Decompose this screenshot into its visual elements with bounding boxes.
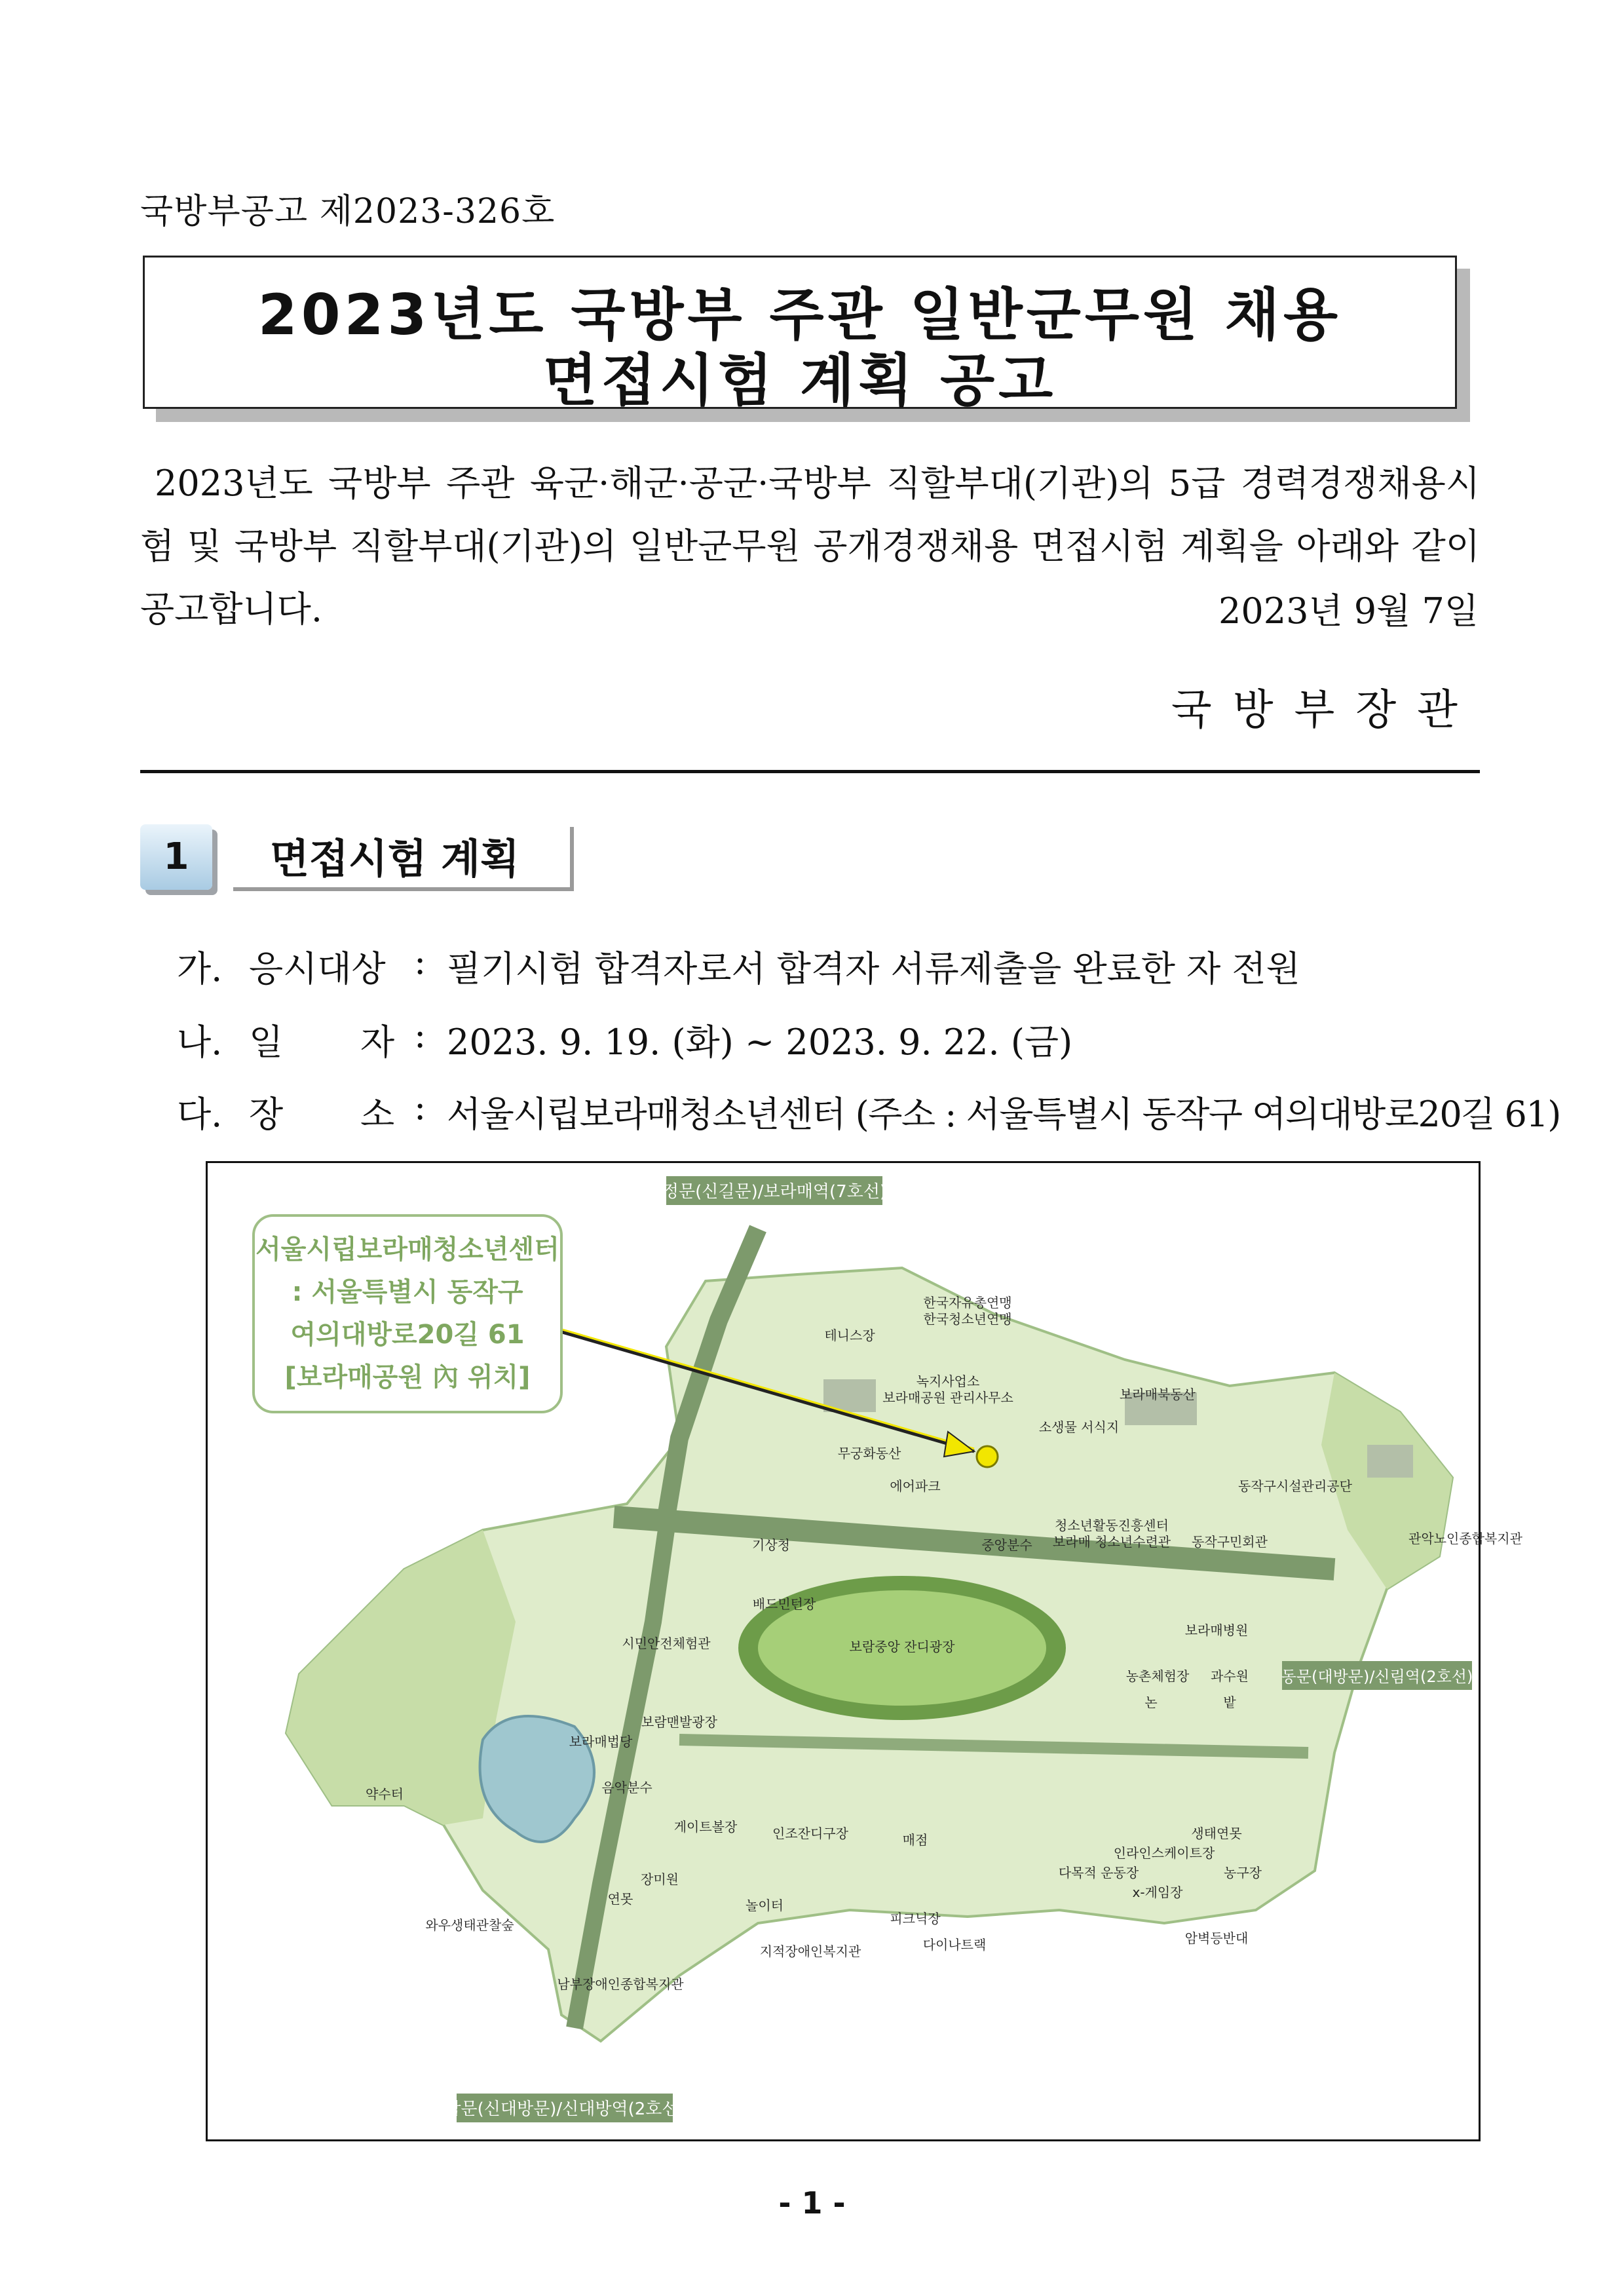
item-label-a: 일 bbox=[249, 1022, 284, 1063]
item-value: 필기시험 합격자로서 합격자 서류제출을 완료한 자 전원 bbox=[447, 948, 1300, 989]
item-label-b: 소 bbox=[360, 1094, 395, 1135]
map-label: 무궁화동산 bbox=[837, 1445, 901, 1461]
map-label: 인라인스케이트장 bbox=[1113, 1845, 1215, 1861]
map-label: 보람맨발광장 bbox=[641, 1714, 717, 1730]
park-map-svg bbox=[208, 1163, 1522, 2139]
item-label: 응시대상 bbox=[249, 948, 386, 989]
page-number: - 1 - bbox=[778, 2185, 846, 2221]
map-label: 피크닉장 bbox=[890, 1911, 941, 1926]
item-colon: : bbox=[414, 1014, 426, 1056]
map-label: 보라매 청소년수련관 bbox=[1052, 1534, 1171, 1550]
map-label: 관악노인종합복지관 bbox=[1408, 1531, 1522, 1546]
map-label: 농구장 bbox=[1224, 1865, 1262, 1881]
map-label: 매점 bbox=[902, 1832, 928, 1848]
notice-date: 2023년 9월 7일 bbox=[1218, 590, 1479, 632]
map-label: 농촌체험장 bbox=[1125, 1668, 1190, 1684]
callout-line: 여의대방로20길 61 bbox=[290, 1320, 525, 1350]
map-label: 과수원 bbox=[1211, 1668, 1249, 1684]
gate-south: 남문(신대방문)/신대방역(2호선) bbox=[444, 2099, 685, 2119]
map-label: 와우생태관찰숲 bbox=[425, 1917, 514, 1933]
divider bbox=[140, 770, 1480, 773]
item-marker: 가. bbox=[177, 948, 223, 989]
map-label: 청소년활동진흥센터 bbox=[1055, 1518, 1169, 1533]
item-value: 2023. 9. 19. (화) ~ 2023. 9. 22. (금) bbox=[447, 1022, 1073, 1063]
target-marker bbox=[977, 1446, 998, 1467]
item-label-a: 장 bbox=[249, 1094, 284, 1135]
intro-paragraph: 2023년도 국방부 주관 육군·해군·공군·국방부 직할부대(기관)의 5급 경력경쟁채용시험 및 국방부 직할부대(기관)의 일반군무원 공개경쟁채용 면접시험 계획을 아래와 같이 공고합니다. bbox=[140, 463, 1480, 630]
map-label: 다목적 운동장 bbox=[1058, 1865, 1139, 1881]
map-label: 에어파크 bbox=[890, 1478, 941, 1494]
map-label: 암벽등반대 bbox=[1184, 1930, 1249, 1946]
map-label: 약수터 bbox=[366, 1786, 404, 1802]
map-label: 음악분수 bbox=[601, 1780, 652, 1795]
map-label: 배드민턴장 bbox=[752, 1596, 816, 1612]
map-label: 녹지사업소 bbox=[916, 1373, 980, 1389]
map-label: 시민안전체험관 bbox=[622, 1636, 711, 1651]
map-label: 인조잔디구장 bbox=[772, 1826, 848, 1841]
title-box bbox=[143, 256, 1457, 413]
map-label: 기상청 bbox=[752, 1537, 790, 1553]
map-label: 보라매법당 bbox=[569, 1734, 633, 1750]
map-label: 다이나트랙 bbox=[922, 1937, 987, 1953]
park-map bbox=[206, 1161, 1522, 2141]
map-label: 동작구민회관 bbox=[1192, 1534, 1268, 1550]
callout-line: : 서울특별시 동작구 bbox=[292, 1277, 523, 1307]
map-label: 생태연못 bbox=[1191, 1826, 1242, 1841]
item-colon: : bbox=[414, 1086, 426, 1128]
section-title: 면접시험 계획 bbox=[233, 827, 574, 891]
map-label: 보라매북동산 bbox=[1120, 1387, 1196, 1402]
map-label: 연못 bbox=[607, 1891, 633, 1907]
gate-north: 정문(신길문)/보라매역(7호선) bbox=[662, 1182, 887, 1202]
map-label: 놀이터 bbox=[746, 1898, 784, 1913]
building bbox=[1367, 1445, 1413, 1478]
section-number: 1 bbox=[140, 824, 212, 890]
callout-line: [보라매공원 內 위치] bbox=[284, 1362, 531, 1392]
map-label: 보라매병원 bbox=[1184, 1622, 1249, 1638]
map-label: 중앙분수 bbox=[981, 1537, 1032, 1553]
notice-number: 국방부공고 제2023-326호 bbox=[140, 192, 556, 231]
item-marker: 다. bbox=[177, 1094, 223, 1135]
title-line-1: 2023년도 국방부 주관 일반군무원 채용 bbox=[257, 282, 1342, 348]
map-label: 한국청소년연맹 bbox=[923, 1311, 1012, 1327]
map-label: 한국자유총연맹 bbox=[923, 1295, 1012, 1311]
map-label: x-게임장 bbox=[1132, 1885, 1183, 1900]
title-line-2: 면접시험 계획 공고 bbox=[542, 348, 1057, 413]
item-value: 서울시립보라매청소년센터 (주소 : 서울특별시 동작구 여의대방로20길 61) bbox=[447, 1094, 1560, 1135]
map-label: 남부장애인종합복지관 bbox=[557, 1976, 684, 1992]
callout-line: 서울시립보라매청소년센터 bbox=[255, 1234, 559, 1265]
item-label-b: 자 bbox=[360, 1022, 395, 1063]
map-label: 게이트볼장 bbox=[673, 1819, 738, 1835]
map-label: 테니스장 bbox=[824, 1328, 875, 1343]
map-label: 논 bbox=[1144, 1694, 1158, 1710]
map-label: 동작구시설관리공단 bbox=[1238, 1478, 1352, 1494]
item-colon: : bbox=[414, 941, 426, 982]
issuer: 국방부장관 bbox=[1171, 686, 1479, 735]
map-label: 지적장애인복지관 bbox=[759, 1943, 861, 1959]
map-label: 보라매공원 관리사무소 bbox=[882, 1390, 1013, 1406]
map-label: 소생물 서식지 bbox=[1038, 1419, 1120, 1435]
gate-east: 동문(대방문)/신림역(2호선) bbox=[1281, 1668, 1473, 1686]
map-label: 밭 bbox=[1223, 1694, 1236, 1710]
item-marker: 나. bbox=[177, 1022, 223, 1063]
map-label: 보람중앙 잔디광장 bbox=[849, 1639, 955, 1655]
map-label: 장미원 bbox=[641, 1871, 679, 1887]
